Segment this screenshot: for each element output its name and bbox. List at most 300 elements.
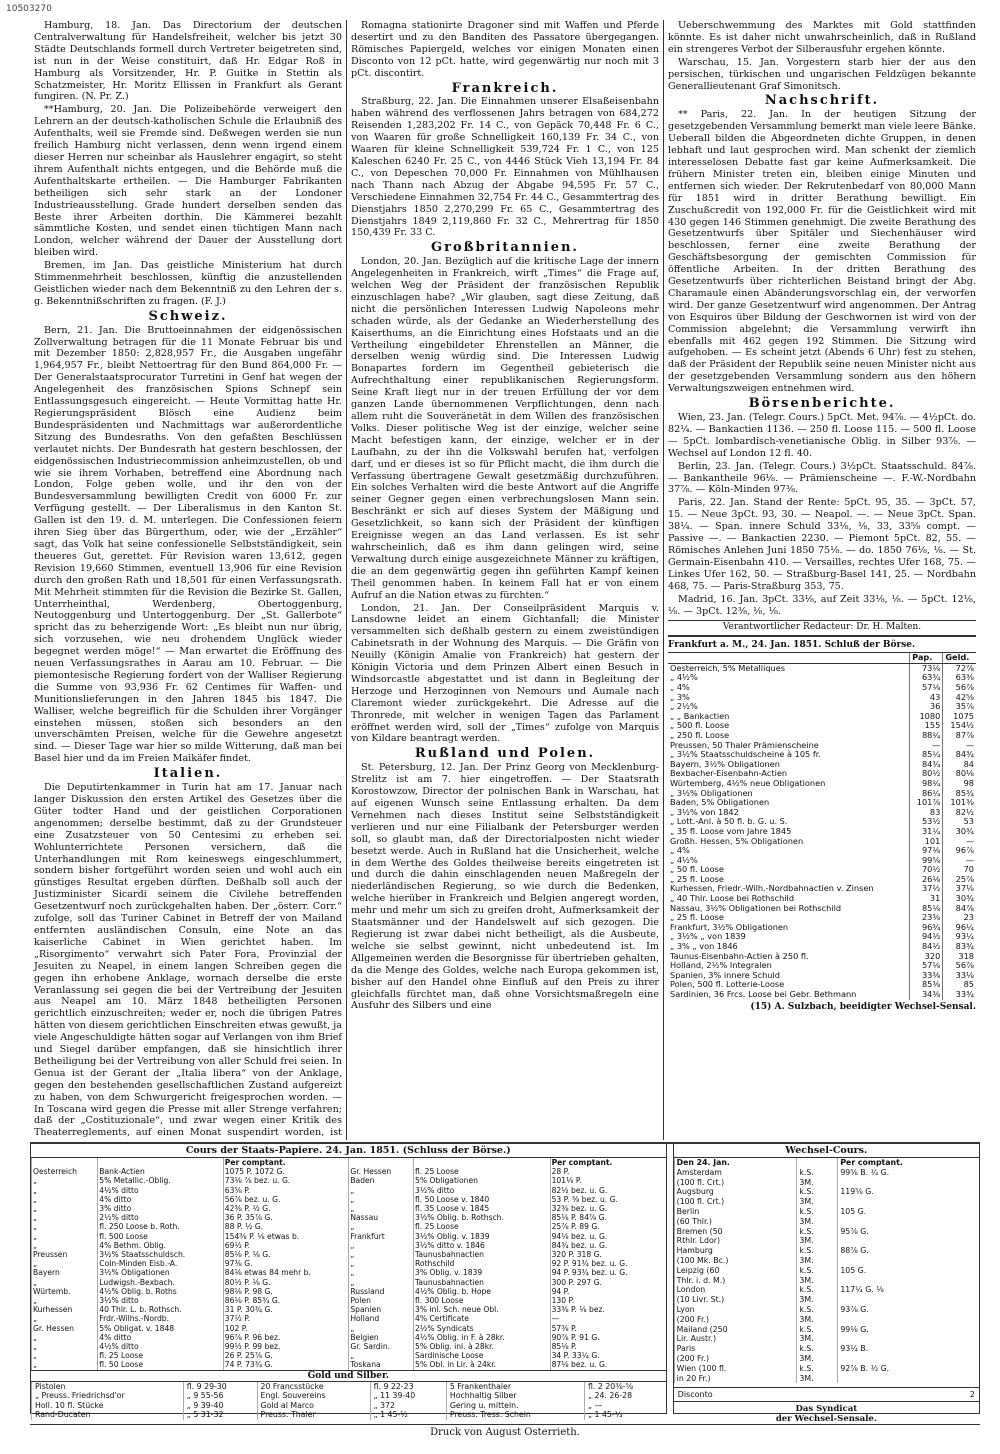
table-cell: „ 35 fl. Loose vom Jahre 1845 xyxy=(670,826,792,836)
table-cell: 25⅞ P. 89 G. xyxy=(550,1222,666,1231)
table-cell: 92 P. 91¾ bez. u. G. xyxy=(550,1259,666,1268)
table-cell: „ xyxy=(349,1195,414,1204)
table-cell: „ „ Bankactien xyxy=(670,711,730,721)
table-cell: „ 9 39-40 xyxy=(183,1401,257,1411)
wechsel-row xyxy=(674,1207,979,1217)
wechsel-row xyxy=(674,1256,979,1266)
table-cell: „ xyxy=(349,1278,414,1287)
table-cell: 85⅛ xyxy=(910,904,943,914)
table-cell: 37½ P. xyxy=(223,1314,348,1323)
table-cell: 4% Certificate xyxy=(414,1314,551,1323)
table-cell: 94⅛ bez. u. G. xyxy=(550,1232,666,1241)
table-cell: 33⅜ P. ⅛ bez. xyxy=(550,1305,666,1314)
table-cell: 101 xyxy=(910,837,943,847)
table-cell: 98¼ xyxy=(910,779,943,789)
wechsel-row xyxy=(674,1374,979,1384)
table-cell: „ xyxy=(349,1259,414,1268)
table-row xyxy=(668,894,976,904)
table-cell: Gr. Hessen xyxy=(32,1324,98,1333)
frankfurt-header-cell xyxy=(668,653,910,663)
table-cell: 93⅞ G. xyxy=(838,1305,979,1315)
table-row xyxy=(668,980,976,990)
table-cell: „ 3½% Obligationen xyxy=(670,788,753,798)
table-cell: 105 G. xyxy=(838,1207,979,1217)
table-cell: 53 xyxy=(943,817,976,827)
table-cell: Holland xyxy=(349,1314,414,1323)
disconto-row xyxy=(674,1387,979,1401)
table-cell: k.S. xyxy=(797,1187,838,1197)
table-row xyxy=(668,952,976,962)
table-cell: 85¾ xyxy=(943,789,976,799)
table-cell: (200 Fr.) xyxy=(674,1354,797,1364)
table-cell: London xyxy=(674,1285,797,1295)
table-cell: 42⅜ P. ½ G. xyxy=(223,1204,348,1213)
table-row xyxy=(32,1232,349,1241)
table-cell: fl. 25 Loose xyxy=(414,1222,551,1231)
wechsel-row xyxy=(674,1325,979,1335)
table-cell: 4½% ditto xyxy=(98,1186,224,1195)
editor-line: Verantwortlicher Redacteur: Dr. H. Malten. xyxy=(668,620,976,637)
gold-silber-title: Gold und Silber. xyxy=(31,1370,666,1382)
table-cell: k.S. xyxy=(797,1325,838,1335)
table-row xyxy=(349,1167,666,1176)
table-row xyxy=(668,971,976,981)
article-paragraph: Warschau, 15. Jan. Vorgestern starb hier der aus den persischen, türkischen und ungarischen Feldzügen bekannte Generallieutenant Graf Simonitsch. xyxy=(668,56,976,92)
table-cell: 94 P. xyxy=(550,1287,666,1296)
broker-number: (15) xyxy=(750,1001,772,1012)
article-paragraph: Bern, 21. Jan. Die Bruttoeinnahmen der eidgenössischen Zollverwaltung betragen für die 11 Monate Februar bis und mit Dezember 1850: 2,828,957 Fr., die Ausgaben ungefähr 1,964,957 Fr., bleibt Nettoertrag für den Bund 864,000 Fr. — Der Generalstaatsprocurator Turretini in Genf hat wegen der Angelegenheit des französischen Spions Schnepf sein Entlassungsgesuch eingereicht. — Heute Vormittag hatte Hr. Regierungspräsident Blösch eine Audienz beim Bundespräsidenten und Nachmittags war außerordentliche Sitzung des Bundesraths. Von den gefaßten Beschlüssen verlautet nichts. Der Bundesrath hat gestern beschlossen, der eidgenössischen Industriecommission anheimzustellen, ob und wie sie ihrem Vorhaben, betreffend eine Abordnung nach London, Folge geben wolle, und ihr den von der Bundesversammlung bewilligten Credit von 6000 Fr. zur Verfügung gestellt. — Der Liberalismus in den Kanton St. Gallen ist den 19. d. M. unterlegen. Die Confessionen feiern ihren Sieg über das Bürgerthum, oder, wie der „Erzähler“ sagt, das Volk hat seine confessionelle Selbstständigkeit, sein theueres Gut, gerettet. Für Revision waren 13,612, gegen Revision 19,660 Stimmen, eventuell 13,906 für eine Revision durch den großen Rath und 18,501 für einen Verfassungsrath. Mit Mehrheit stimmten für die Revision die Bezirke St. Gallen, Unterrheinthal, Werdenberg, Obertoggenburg, Neutoggenburg und Untertoggenburg. Der „St. Gallerbote“ spricht das zu beherzigende Wort: „Es bleibt nun nur übrig, sich vorzusehen, wie neu drohendem Unglück wieder begegnet werden möge!“ — Man erwartet die Eröffnung des neuen Verfassungsrathes in Aarau am 10. Februar. — Die piemontesische Regierung fordert von der Walliser Regierung die Summe von 93,936 Fr. 62 Centimes für Waffen- und Munitionslieferungen in den Jahren 1845 bis 1847. Die Walliser, welche begreiflich für die Schulden ihrer Vorgänger einstehen müssen, stoßen sich besonders an den unverschämten Preisen, welche für die Gewehre angesetzt sind. — Dieser Tage war hier so milde Witterung, daß man bei Basel hier und da im Freien Maikäfer findet. xyxy=(34,324,342,765)
table-cell: 31 xyxy=(910,894,943,904)
table-row xyxy=(32,1296,349,1305)
table-row xyxy=(32,1176,349,1185)
table-row xyxy=(668,932,976,942)
wechsel-row xyxy=(674,1236,979,1246)
table-row xyxy=(668,731,976,741)
table-cell: „ xyxy=(349,1241,414,1250)
table-cell: Hamburg xyxy=(674,1246,797,1256)
table-cell: „ xyxy=(32,1241,98,1250)
table-cell: 3½% Oblig. b. Rothsch. xyxy=(414,1213,551,1222)
table-cell: „ xyxy=(32,1186,98,1195)
wechsel-row xyxy=(674,1217,979,1227)
table-row xyxy=(32,1222,349,1231)
table-cell: 57⅛ xyxy=(910,683,943,693)
section-heading: Großbritannien. xyxy=(431,240,579,256)
table-cell: Gering u. mitteln. xyxy=(446,1401,584,1411)
table-cell: Berlin xyxy=(674,1207,797,1217)
table-cell: „ 50 fl. Loose xyxy=(670,865,724,875)
table-cell: Preussen xyxy=(32,1250,98,1259)
table-cell xyxy=(838,1354,979,1364)
table-cell: 3% ditto xyxy=(98,1204,224,1213)
table-cell: „ xyxy=(349,1186,414,1195)
table-cell: 84⅞ xyxy=(943,904,976,914)
table-cell: „ 5 31-32 xyxy=(183,1410,257,1420)
section-heading: Rußland und Polen. xyxy=(414,746,596,762)
table-cell: Frankfurt, 3½% Obligationen xyxy=(670,922,789,932)
table-cell: (100 fl. Crt.) xyxy=(674,1178,797,1188)
table-cell: 28 P. xyxy=(550,1167,666,1176)
table-cell: 320 P. 318 G. xyxy=(550,1250,666,1259)
table-cell: „ 372 xyxy=(370,1401,446,1411)
table-row xyxy=(349,1241,666,1250)
article-paragraph: Hamburg, 18. Jan. Das Directorium der deutschen Centralverwaltung für Handelsfreiheit, welcher bis jetzt 30 Städte Deutschlands formell durch Vertreter beigetreten sind, ist nun in der Weise constituirt, daß Hr. Edgar Roß in Hamburg als Vorsitzender, Hr. P. Guitke in Stettin als Schatzmeister, Hr. Moritz Ellissen in Frankfurt als Gerant fungiren. (N. Pr. Z.) xyxy=(34,20,342,103)
table-row xyxy=(668,923,976,933)
table-cell: — xyxy=(910,741,943,751)
table-row xyxy=(32,1241,349,1250)
table-cell: 80⅛ xyxy=(943,769,976,779)
article-paragraph: Berlin, 23. Jan. (Telegr. Cours.) 3½pCt. Staatsschuld. 84⅞. — Bankantheile 96⅛. — Prämienscheine —. F.-W.-Nordbahn 37⅞. — Köln-Minden 97⅜. xyxy=(668,460,976,496)
table-cell: 99⅛ G. xyxy=(838,1325,979,1335)
section-heading: Schweiz. xyxy=(148,308,228,324)
table-row xyxy=(349,1333,666,1342)
table-cell: „ xyxy=(32,1360,98,1369)
wechsel-row xyxy=(674,1364,979,1374)
table-row xyxy=(349,1314,666,1323)
table-cell xyxy=(838,1197,979,1207)
table-cell: (10 Livr. St.) xyxy=(674,1295,797,1305)
table-cell: 3M. xyxy=(797,1217,838,1227)
wechsel-row xyxy=(674,1227,979,1237)
table-cell: 5 Frankenthaler xyxy=(446,1382,584,1392)
table-cell: Toskana xyxy=(349,1360,414,1369)
table-cell: 117¼ G. ⅛ xyxy=(838,1285,979,1295)
table-row xyxy=(349,1186,666,1195)
table-cell: „ 4½% xyxy=(670,673,698,683)
table-cell: 86⅛ P. 85¾ G. xyxy=(223,1296,348,1305)
table-cell: 3M. xyxy=(797,1197,838,1207)
table-cell: 33⅜ xyxy=(910,971,943,981)
table-cell: 130 P. xyxy=(550,1296,666,1305)
table-cell: fl. 9 29-30 xyxy=(183,1382,257,1392)
table-row xyxy=(668,712,976,722)
table-cell: „ 9 55-56 xyxy=(183,1391,257,1401)
table-cell: 154½ xyxy=(943,721,976,731)
table-cell: „ xyxy=(32,1213,98,1222)
table-row xyxy=(668,721,976,731)
table-cell: „ 250 fl. Loose xyxy=(670,730,730,740)
table-cell: „ 2½% xyxy=(670,702,698,712)
table-cell: Gr. Hessen xyxy=(349,1167,414,1176)
section-heading: Italien. xyxy=(153,766,223,782)
staats-header-row xyxy=(349,1158,666,1167)
table-cell: 84⅛ etwas 84 mehr b. xyxy=(223,1268,348,1277)
table-row xyxy=(668,741,976,751)
table-row xyxy=(32,1278,349,1287)
table-row xyxy=(349,1213,666,1222)
table-cell: 3½% ditto xyxy=(414,1186,551,1195)
table-row xyxy=(668,663,976,673)
table-row xyxy=(668,884,976,894)
table-cell: 56⅞ xyxy=(943,961,976,971)
page-id: 10503270 xyxy=(6,4,52,14)
table-cell: Polen, 500 fl. Lotterie-Loose xyxy=(670,980,785,990)
table-row xyxy=(32,1314,349,1323)
table-row xyxy=(668,875,976,885)
table-cell: k.S. xyxy=(797,1305,838,1315)
table-row xyxy=(668,779,976,789)
table-cell: Amsterdam xyxy=(674,1168,797,1178)
table-row xyxy=(668,961,976,971)
wechsel-row xyxy=(674,1276,979,1286)
table-cell: Taunusbahnactien xyxy=(414,1278,551,1287)
table-cell: Kurhessen xyxy=(32,1305,98,1314)
frankfurt-header-cell: Geld. xyxy=(943,653,976,663)
table-cell: Polen xyxy=(349,1296,414,1305)
table-cell: (60 Thlr.) xyxy=(674,1217,797,1227)
table-cell: „ 25 fl. Loose xyxy=(670,913,724,923)
table-cell: 101⅛ P. xyxy=(550,1176,666,1185)
table-cell: 73⅛ ⅞ bez. u. G. xyxy=(223,1176,348,1185)
table-cell: 36 P. 35⅞ G. xyxy=(223,1213,348,1222)
table-row xyxy=(668,837,976,847)
table-cell: 98⅛ P. 98 G. xyxy=(223,1287,348,1296)
table-cell: „ xyxy=(349,1324,414,1333)
table-cell: 84¾ bez. u. G. xyxy=(550,1241,666,1250)
table-cell: fl. 35 Loose v. 1845 xyxy=(414,1204,551,1213)
table-cell: „ 1 45-¼ xyxy=(585,1410,666,1420)
table-cell: „ xyxy=(32,1259,98,1268)
table-cell: 57⅜ P. xyxy=(550,1324,666,1333)
table-row xyxy=(32,1167,349,1176)
table-cell: (200 Fr.) xyxy=(674,1315,797,1325)
article-paragraph: London, 21. Jan. Der Conseilpräsident Marquis v. Lansdowne leidet an einem Gichtanfall; die Minister versammelten sich deßhalb gestern zu einem zweistündigen Cabinetsrath in der Wohnung des Marquis. — Die Gräfin von Neuilly (Königin Amalie von Frankreich) hat gestern der Königin Victoria und dem Prinzen Albert einen Besuch in Windsorcastle abgestattet und ist dann in Begleitung der Herzoge und Herzoginnen von Nemours und Aumale nach Claremont wieder zurückgekehrt. Die Adresse auf die Thronrede, mit welcher in wenigen Tagen das Parlament eröffnet werden wird, soll der „Times“ zufolge von Marquis von Kildare beantragt werden. xyxy=(351,602,659,745)
table-cell: 26⅛ xyxy=(910,875,943,885)
wechsel-row xyxy=(674,1187,979,1197)
table-cell: 84¾ xyxy=(910,760,943,770)
wechsel-row xyxy=(674,1178,979,1188)
table-cell: Belgien xyxy=(349,1333,414,1342)
wechsel-header xyxy=(674,1158,979,1168)
table-cell: 90⅞ P. 91 G. xyxy=(550,1333,666,1342)
table-row xyxy=(349,1176,666,1185)
frankfurt-header-row xyxy=(668,653,976,663)
column-3 xyxy=(663,20,980,1140)
table-cell: 1075 P. 1072 G. xyxy=(223,1167,348,1176)
table-row xyxy=(349,1287,666,1296)
table-cell: 80½ xyxy=(910,769,943,779)
table-cell: k.S. xyxy=(797,1227,838,1237)
article-paragraph: Straßburg, 22. Jan. Die Einnahmen unserer Elsaßeisenbahn haben während des verflossenen Jahrs betragen von 684,272 Reisenden 1,283,202 Fr. 14 C., von Gepäck 70,448 Fr. 6 C., von Waaren für große Schnelligkeit 160,139 Fr. 34 C., von Waaren für kleine Schnelligkeit 539,724 Fr. 1 C., von 125 Kaleschen 6240 Fr. 25 C., von 4446 Stück Vieh 13,194 Fr. 84 C., von Depeschen 70,000 Fr. Einnahmen von Mühlhausen nach Thann nach Abzug der Abgabe 94,595 Fr. 57 C., Verschiedene Einnahmen 32,754 Fr. 44 C., Gesammtertrag des Dienstjahrs 1850 2,270,299 Fr. 65 C., Gesammtertrag des Dienstjahrs 1849 2,119,860 Fr. 32 C., Mehrertrag für 1850 150,439 Fr. 33 C. xyxy=(351,96,659,239)
table-cell: 94 P. 93¾ bez. u. G. xyxy=(550,1268,666,1277)
wechsel-row xyxy=(674,1197,979,1207)
table-cell: 34 P. 33¼ G. xyxy=(550,1351,666,1360)
table-cell: 85⅛ P. 84⅞ G. xyxy=(550,1213,666,1222)
table-row xyxy=(32,1351,349,1360)
table-cell: Nassau xyxy=(349,1213,414,1222)
table-cell: Lir. Austr.) xyxy=(674,1334,797,1344)
table-row xyxy=(668,817,976,827)
table-cell xyxy=(838,1295,979,1305)
table-cell: 74 P. 73¾ G. xyxy=(223,1360,348,1369)
table-cell: „ 3½% Staatsschuldscheine à 105 fr. xyxy=(670,750,821,760)
table-cell xyxy=(838,1276,979,1286)
table-cell: 318 xyxy=(943,952,976,962)
table-cell: „ xyxy=(32,1232,98,1241)
table-cell: Bexbacher-Eisenbahn-Actien xyxy=(670,769,788,779)
table-cell: „ Lott.-Anl. à 50 fl. b. G. u. S. xyxy=(670,817,788,827)
wechsel-row xyxy=(674,1295,979,1305)
table-cell: 87⅞ xyxy=(943,731,976,741)
table-cell: Ludwigsh.-Bexbach. xyxy=(98,1278,224,1287)
table-row xyxy=(668,808,976,818)
table-cell: 94½ xyxy=(910,932,943,942)
table-cell xyxy=(838,1334,979,1344)
table-row xyxy=(32,1324,349,1333)
table-cell: — xyxy=(943,837,976,847)
table-cell: 101⅜ xyxy=(943,798,976,808)
table-cell: Bayern xyxy=(32,1268,98,1277)
table-cell: Sardinische Loose xyxy=(414,1351,551,1360)
table-cell: „ xyxy=(349,1351,414,1360)
table-cell: 96¼ xyxy=(943,923,976,933)
table-cell: k.S. xyxy=(797,1285,838,1295)
table-cell: Pistolen xyxy=(32,1382,184,1392)
staats-title: Cours der Staats-Papiere. 24. Jan. 1851. (Schluss der Börse.) xyxy=(31,1144,666,1158)
column-2 xyxy=(346,20,663,1140)
table-cell: 53½ xyxy=(910,817,943,827)
table-cell: 2½% ditto xyxy=(98,1213,224,1222)
broker-signature xyxy=(668,1002,976,1014)
table-cell: 96¾ xyxy=(910,923,943,933)
table-cell: fl. 25 Loose xyxy=(414,1167,551,1176)
table-cell: k.S. xyxy=(797,1344,838,1354)
table-cell: 53 P. ⅜ bez. u. G. xyxy=(550,1195,666,1204)
gold-row xyxy=(32,1391,666,1401)
article-paragraph: Ueberschwemmung des Marktes mit Gold stattfinden könnte. Es ist daher nicht unwahrscheinlich, daß in Rußland ein strengeres Verbot der Silberausfuhr ergehen könnte. xyxy=(668,20,976,55)
table-cell: 320 xyxy=(910,952,943,962)
table-row xyxy=(349,1360,666,1369)
table-cell: „ xyxy=(32,1222,98,1231)
table-cell: „ 500 fl. Loose xyxy=(670,721,730,731)
table-row xyxy=(668,913,976,923)
table-cell: Coln-Minden Eisb.-A. xyxy=(98,1259,224,1268)
article-paragraph: ** Paris, 22. Jan. In der heutigen Sitzung der gesetzgebenden Versammlung bemerkt man viele leere Bänke. Ueberall bilden die Abgeordneten dichte Gruppen, in denen lebhaft und laut gesprochen wird. Man schenkt der ziemlich interesselosen Debatte fast gar keine Aufmerksamkeit. Die frühern Minister treten ein, bleiben einige Minuten und entfernen sich wieder. Der Rekrutenbedarf von 80,000 Mann für 1851 wird in dritter Berathung bewilligt. Ein Zuschußcredit von 192,000 Fr. für die Geistlichkeit wird mit 430 gegen 146 Stimmen genehmigt. Die zweite Berathung des Gesetzentwurfs über Spitäler und Siechenhäuser wird beschlossen, ferner eine zweite Berathung der Geschäftsbesorgung der gemischten Commission für öffentliche Arbeiten. In der dritten Berathung des Gesetzentwurfs über richterlichen Beistand bringt der Abg. Charamaule einen Abänderungsvorschlag ein, der verworfen wird. Der ganze Gesetzentwurf wird angenommen. Der Antrag von Esquiros über Bildung der Geschwornen ist wird von der Commission abgelehnt; die Versammlung verwirft ihn ebenfalls mit 462 gegen 192 Stimmen. Die Sitzung wird aufgehoben. — Es scheint jetzt (Abends 6 Uhr) fest zu stehen, daß der Präsident der Republik seine neuen Minister nicht aus der gesetzgebenden Versammlung sondern aus den höhern Verwaltungszweigen entnehmen wird. xyxy=(668,109,976,395)
table-row xyxy=(32,1195,349,1204)
table-cell: „ xyxy=(32,1204,98,1213)
article-paragraph: Die Deputirtenkammer in Turin hat am 17. Januar nach langer Diskussion den ersten Artikel des Gesetzes über die Güter todter Hand und der geistlichen Corporationen angenommen; derselbe bestimmt, daß zu der Grundsteuer eine Zusatzsteuer von 50 Centesimi zu erheben sei. Wohlunterrichtete Personen versichern, daß die Unterhandlungen mit Rom keineswegs eingeschlummert, sondern bisher fortgeführt worden seien und wohl auch ein günstiges Resultat ergeben dürften. Deßhalb soll auch der Justizminister Sicardi seinem die Civilehe betreffenden Gesetzentwurf noch zurückgehalten haben. Der „österr. Corr.“ zufolge, soll das Turiner Cabinet in Betreff der von Mailand entfernten ausländischen Consuln, eine Note an das kaiserliche Cabinet in Wien gerichtet haben. Im „Risorgimento“ verwahrt sich Pater Fora, Provinzial der Jesuiten zu Neapel, in einem langen Schreiben gegen die gegen ihn erhobene Anklage, wornach derselbe die erste Veranlassung sei gegen die bei der Vertreibung der Jesuiten aus Neapel am 10. März 1848 betheiligten Personen gerichtlich einzuschreiten; weder er, noch die übrigen Patres hätten von diesem gerichtlichen Einschreiten etwas gewußt, ja viele Angeschuldigte hätten sogar auf Verlangen von ihm Brief und Siegel darüber empfangen, daß sie hinsichtlich ihrer Betheiligung bei der Vertreibung von aller Schuld frei seien. In Genua ist der Gerant der „Italia libera“ von der Anklage, gegen den bestehenden gesellschaftlichen Zustand aufgereizt zu haben, von dem Schwurgericht freigesprochen worden. — In Toscana wird gegen die Presse mit aller Strenge verfahren; daß der „Costituzionale“, und zwar wegen einer Kritik des Theaterreglements, auf einen Monat suspendirt worden, ist xyxy=(34,782,342,1139)
table-row xyxy=(349,1259,666,1268)
table-row xyxy=(668,827,976,837)
table-cell: 5% Obl. in Lir. à 24kr. xyxy=(414,1360,551,1369)
table-cell: 102 P. xyxy=(223,1324,348,1333)
table-cell: Baden, 5% Obligationen xyxy=(670,798,770,808)
table-cell: 23⅜ xyxy=(910,913,943,923)
table-row xyxy=(349,1195,666,1204)
table-cell: 97⅛ xyxy=(910,846,943,856)
table-row xyxy=(32,1213,349,1222)
table-cell: (100 fl. Crt.) xyxy=(674,1197,797,1207)
table-cell: „ 3% „ von 1846 xyxy=(670,942,738,952)
table-cell: „ 40 Thlr. Loose bei Rothschild xyxy=(670,894,795,904)
section-heading: Börsenberichte. xyxy=(748,396,896,412)
table-cell: Großh. Hessen, 5% Obligationen xyxy=(670,836,804,846)
table-cell: Augsburg xyxy=(674,1187,797,1197)
table-row xyxy=(32,1333,349,1342)
table-cell: Oesterreich, 5% Metalliques xyxy=(670,663,786,673)
table-cell: 33⅛ xyxy=(943,971,976,981)
table-cell: Preuss. Thaler xyxy=(257,1410,370,1420)
table-cell: 99⅝ xyxy=(910,856,943,866)
newspaper-page xyxy=(30,20,980,1438)
syndicat-line-2: der Wechsel-Sensale. xyxy=(775,1414,877,1425)
table-cell: Rand-Ducaten xyxy=(32,1410,184,1420)
table-row xyxy=(32,1268,349,1277)
wechsel-title: Wechsel-Cours. xyxy=(674,1144,979,1158)
table-cell: 63⅝ P. xyxy=(223,1186,348,1195)
table-cell: 4% Bethm. Oblig. xyxy=(98,1241,224,1250)
table-cell: Preussen, 50 Thaler Prämienscheine xyxy=(670,740,819,750)
table-cell: Holland, 2½% Integralen xyxy=(670,961,772,971)
table-cell: 3½% Staatsschuldsch. xyxy=(98,1250,224,1259)
staats-header-row xyxy=(32,1158,349,1167)
wechsel-row xyxy=(674,1266,979,1276)
frankfurt-title: Frankfurt a. M., 24. Jan. 1851. Schluß der Börse. xyxy=(668,640,976,653)
table-cell: 5% Metallic.-Oblig. xyxy=(98,1176,224,1185)
table-cell: 83¾ xyxy=(943,942,976,952)
table-cell xyxy=(838,1217,979,1227)
table-cell: fl. 300 Loose xyxy=(414,1296,551,1305)
wechsel-cours-table xyxy=(673,1144,980,1425)
table-cell: 3M. xyxy=(797,1236,838,1246)
wechsel-row xyxy=(674,1285,979,1295)
table-cell: Spanien xyxy=(349,1305,414,1314)
table-cell: 37⅛ xyxy=(943,884,976,894)
table-cell: Hochhaltig Silber xyxy=(446,1391,584,1401)
per-comptant-header: Per comptant. xyxy=(550,1158,666,1167)
table-cell: 40 Thlr. L. b. Rothsch. xyxy=(98,1305,224,1314)
table-cell: fl. 2 20⅜-⅝ xyxy=(585,1382,666,1392)
syndicat-signature xyxy=(674,1401,979,1424)
table-cell: (100 Mk. Bc.) xyxy=(674,1256,797,1266)
table-row xyxy=(32,1250,349,1259)
article-paragraph: St. Petersburg, 12. Jan. Der Prinz Georg von Mecklenburg-Strelitz ist am 7. hier eingetroffen. — Der Staatsrath Korostowzow, Director der polnischen Bank in Warschau, hat auf eigenen Wunsch seine Entlassung erhalten. Da dem Vernehmen nach dieses Institut seine Selbstständigkeit verlieren und nur eine Filialbank der Petersburger werden soll, so glaubt man, daß der Directorialposten nicht wieder besetzt werde. Auch in Rußland hat die Unsicherheit, welche in dem Werthe des Goldes theilweise bereits eingetreten ist und durch die dahin einschlagenden neuen Maßregeln der niederländischen Regierung, so wie durch die Bedenken, welche hierüber in Frankreich und Belgien angeregt worden, mehr und mehr um sich zu greifen droht, Aufmerksamkeit der Staatsmänner und der Handelswelt auf sich gezogen. Die Regierung ist zwar dabei nicht betheiligt, als die Ausbeute, welche sie selbst gewinnt, nicht unbedeutend ist. Im Allgemeinen werden die Besorgnisse für übertrieben gehalten, da die Menge des Goldes, welche nach Europa gekommen ist, bisher auf den Handel ohne Einfluß auf den Preis zu ihrer gleichfalls fürchtet man, daß ohne Vorsichtsmaßregeln eine Ausfuhr des Silbers und eine xyxy=(351,762,659,1012)
table-cell: Baden xyxy=(349,1176,414,1185)
table-cell: fl. 9 22-23 xyxy=(370,1382,446,1392)
article-paragraph: Paris, 22. Jan. Stand der Rente: 5pCt. 95, 35. — 3pCt. 57, 15. — Neue 3pCt. 93, 30. — Neapol. —. — Neue 3pCt. Span. 38¼. — Span. innere Schuld 33⅛, ⅛, 33, 33⅝ compt. — Passive —. — Bankactien 2230. — Piemont 5pCt. 82, 55. — Römisches Anlehen Juni 1850 75⅛. — do. 1850 76⅛, ⅛. — St. Germain-Eisenbahn 410. — Versailles, rechtes Ufer 168, 75. — Linkes Ufer 162, 50. — Straßburg-Basel 141, 25. — Nordbahn 468, 75. — Paris-Straßburg 353, 75. xyxy=(668,497,976,592)
table-cell: 42⅝ xyxy=(943,693,976,703)
table-cell: Würtemb. xyxy=(32,1287,98,1296)
table-cell: 3M. xyxy=(797,1276,838,1286)
table-cell: „ 4% xyxy=(670,683,690,692)
table-cell xyxy=(838,1256,979,1266)
table-cell: 23 xyxy=(943,913,976,923)
table-cell: „ xyxy=(32,1314,98,1323)
table-row xyxy=(668,904,976,914)
table-cell: 93¼ B. xyxy=(838,1344,979,1354)
table-cell: 3½% ditto v. 1846 xyxy=(414,1241,551,1250)
table-cell: Wien (100 fl. xyxy=(674,1364,797,1374)
wechsel-row xyxy=(674,1246,979,1256)
table-cell: 30¾ xyxy=(943,827,976,837)
table-row xyxy=(349,1305,666,1314)
table-cell: Taunus-Eisenbahn-Actien à 250 fl. xyxy=(670,951,809,961)
table-cell: 82½ bez. u. G. xyxy=(550,1186,666,1195)
table-cell: 69½ P. xyxy=(223,1241,348,1250)
wechsel-row xyxy=(674,1354,979,1364)
table-cell: 119⅝ G. xyxy=(838,1187,979,1197)
table-cell: Russland xyxy=(349,1287,414,1296)
table-cell: „ 4% xyxy=(670,846,690,856)
table-cell: „ 4½% xyxy=(670,855,698,865)
table-cell: 5% Obligationen xyxy=(414,1176,551,1185)
table-cell: „ Preuss. Friedrichsd'or xyxy=(32,1391,184,1401)
table-cell: „ xyxy=(32,1278,98,1287)
table-cell: 2½% Syndicats xyxy=(414,1324,551,1333)
table-cell: 1080 xyxy=(910,712,943,722)
table-cell: Oesterreich xyxy=(32,1167,98,1176)
table-row xyxy=(668,760,976,770)
